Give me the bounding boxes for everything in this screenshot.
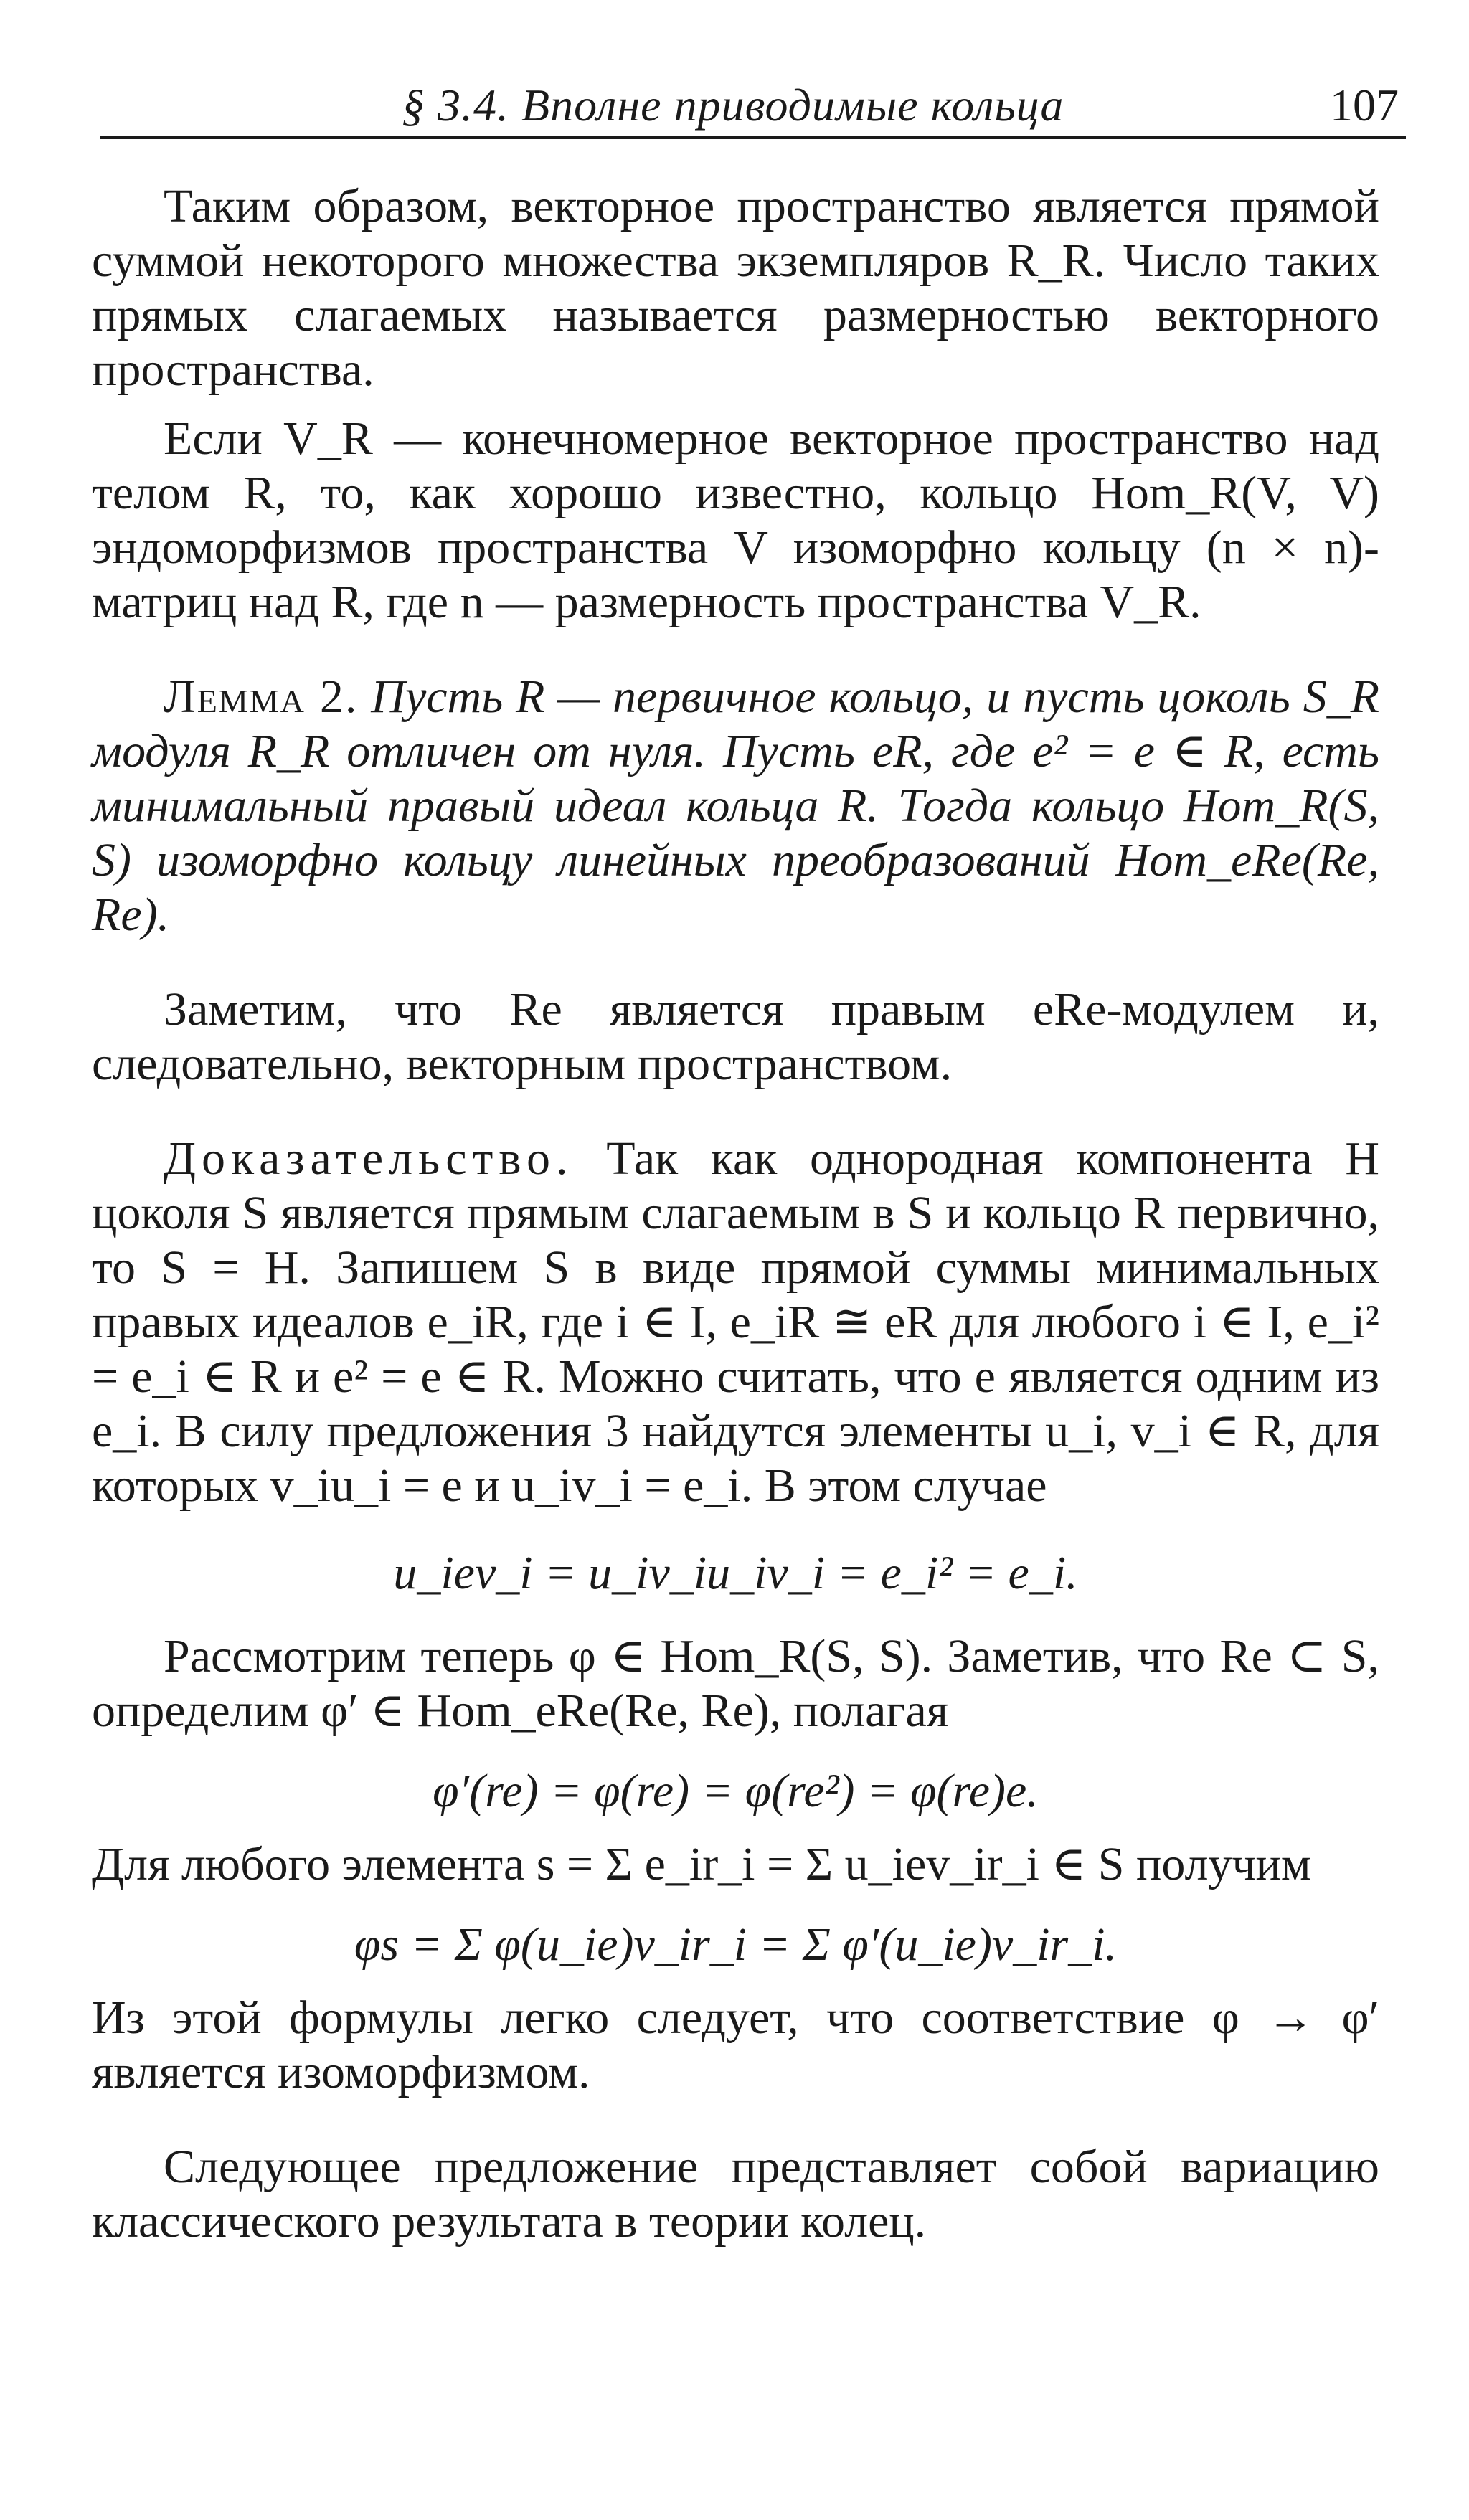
- paragraph-isomorphism: Из этой формулы легко следует, что соответствие φ → φ′ является изоморфизмом.: [92, 1991, 1379, 2098]
- paragraph-vector-space-sum: Таким образом, векторное пространство является прямой суммой некоторого множества экземпляров R_R. Число таких прямых слагаемых называется размерностью векторного пространства.: [92, 180, 1379, 396]
- page-body: [92, 179, 1379, 2249]
- page-header: [100, 72, 1406, 139]
- paragraph-next-proposition: Следующее предложение представляет собой вариацию классического результата в теории колец.: [92, 2141, 1379, 2247]
- paragraph-phi-definition: Рассмотрим теперь φ ∈ Hom_R(S, S). Заметив, что Re ⊂ S, определим φ′ ∈ Hom_eRe(Re, Re), полагая: [92, 1630, 1379, 1737]
- paragraph-finite-dimensional: Если V_R — конечномерное векторное пространство над телом R, то, как хорошо известно, кольцо Hom_R(V, V) эндоморфизмов пространства V изоморфно кольцу (n × n)-матриц над R, где n — размерность пространства V_R.: [92, 412, 1379, 628]
- proof-label: Доказательство.: [164, 1132, 574, 1185]
- page-number: 107: [1330, 80, 1399, 131]
- formula-phi-prime: φ′(re) = φ(re) = φ(re²) = φ(re)e.: [433, 1765, 1039, 1817]
- lemma-label: Лемма 2.: [164, 671, 359, 723]
- lemma-2: [92, 670, 1379, 942]
- formula-uev: u_iev_i = u_iv_iu_iv_i = e_i² = e_i.: [393, 1547, 1078, 1599]
- proof: [92, 1132, 1379, 1513]
- formula-phi-s: φs = Σ φ(u_ie)v_ir_i = Σ φ′(u_ie)v_ir_i.: [354, 1918, 1118, 1971]
- proof-text: Так как однородная компонента H цоколя S является прямым слагаемым в S и кольцо R первично, то S = H. Запишем S в виде прямой суммы минимальных правых идеалов e_iR, где i ∈ I, e_iR ≅ eR для любого i ∈ I, e_i² = e_i ∈ R и e² = e ∈ R. Можно считать, что e является одним из e_i. В силу предложения 3 найдутся элементы u_i, v_i ∈ R, для которых v_iu_i = e и u_iv_i = e_i. В этом случае: [92, 1132, 1379, 1512]
- running-head: § 3.4. Вполне приводимые кольца: [402, 80, 1064, 131]
- lemma-statement: Пусть R — первичное кольцо, и пусть цоколь S_R модуля R_R отличен от нуля. Пусть eR, где e² = e ∈ R, есть минимальный правый идеал кольца R. Тогда кольцо Hom_R(S, S) изоморфно кольцу линейных преобразований Hom_eRe(Re, Re).: [92, 671, 1380, 941]
- paragraph-any-element: Для любого элемента s = Σ e_ir_i = Σ u_iev_ir_i ∈ S получим: [92, 1838, 1311, 1890]
- paragraph-remark: Заметим, что Re является правым eRe-модулем и, следовательно, векторным пространством.: [92, 983, 1379, 1090]
